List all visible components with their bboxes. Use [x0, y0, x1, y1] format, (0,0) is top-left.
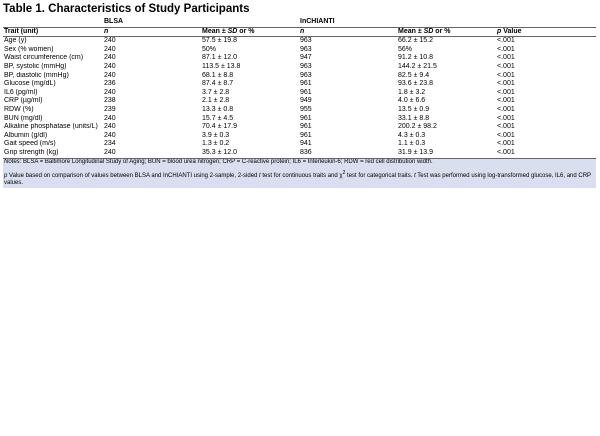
- cell-mean-inchianti: 66.2 ± 15.2: [398, 37, 433, 45]
- group-header-blank: [3, 18, 103, 27]
- notes-abbreviations: [4, 159, 596, 166]
- cell-n-blsa: 240: [104, 54, 116, 62]
- table-row: [3, 123, 596, 132]
- cell-mean-blsa: 3.9 ± 0.3: [202, 131, 230, 139]
- cell-trait: Waist circumference (cm): [4, 54, 84, 62]
- cell-trait: Gait speed (m/s): [4, 140, 56, 148]
- characteristics-table: [3, 18, 596, 188]
- cell-p-value: <.001: [497, 62, 515, 70]
- table-row: [3, 54, 596, 63]
- cell-mean-inchianti: 144.2 ± 21.5: [398, 62, 437, 70]
- notes-p-value: [4, 170, 596, 188]
- cell-p-value: <.001: [497, 54, 515, 62]
- cell-n-blsa: 240: [104, 88, 116, 96]
- notes-p-text-2: test for continuous traits and χ: [260, 172, 343, 179]
- cell-n-inchianti: 949: [300, 97, 312, 105]
- cell-trait: CRP (µg/ml): [4, 97, 43, 105]
- cell-n-blsa: 240: [104, 131, 116, 139]
- cell-trait: BUN (mg/dl): [4, 114, 43, 122]
- cell-trait: Grip strength (kg): [3, 149, 103, 158]
- notes-p-sup: 2: [342, 169, 346, 176]
- cell-mean-blsa: 13.3 ± 0.8: [202, 105, 234, 113]
- cell-p-value: <.001: [497, 131, 515, 139]
- col-header-mean-inchianti: [397, 27, 496, 37]
- cell-n-inchianti: 961: [300, 123, 312, 131]
- cell-mean-blsa: 87.1 ± 12.0: [202, 54, 237, 62]
- cell-mean-blsa: 15.7 ± 4.5: [202, 114, 234, 122]
- cell-n-blsa: 236: [104, 80, 116, 88]
- cell-n-inchianti: 963: [300, 62, 312, 70]
- table-row: [3, 115, 596, 124]
- col-header-mean-blsa: [201, 27, 299, 37]
- group-header-blank-p: [496, 18, 596, 27]
- cell-p-value: <.001: [497, 80, 515, 88]
- cell-p-value: <.001: [497, 37, 515, 45]
- group-header-blsa: BLSA: [103, 18, 299, 27]
- cell-n-inchianti: 961: [300, 131, 312, 139]
- col-header-mean-inchianti-text: Mean ± SD or %: [398, 27, 451, 35]
- cell-mean-inchianti: 13.5 ± 0.9: [398, 105, 430, 113]
- cell-n-blsa: 239: [104, 105, 116, 113]
- group-header-row: [3, 18, 596, 27]
- cell-mean-inchianti: 31.9 ± 13.9: [397, 149, 496, 158]
- cell-mean-blsa: 87.4 ± 8.7: [202, 80, 234, 88]
- cell-mean-inchianti: 93.6 ± 23.8: [398, 80, 433, 88]
- cell-p-value: <.001: [497, 140, 515, 148]
- cell-n-inchianti: 941: [300, 140, 312, 148]
- table-row: [3, 63, 596, 72]
- cell-mean-inchianti: 4.0 ± 6.6: [398, 97, 426, 105]
- cell-trait: BP, systolic (mmHg): [4, 62, 67, 70]
- table-body: [3, 37, 596, 158]
- cell-trait: Alkaline phosphatase (units/L): [4, 123, 98, 131]
- table-row: [3, 97, 596, 106]
- cell-mean-blsa: 50%: [202, 45, 217, 53]
- cell-n-blsa: 240: [104, 123, 116, 131]
- table-row: [3, 37, 596, 46]
- notes-label: Notes:: [4, 158, 22, 165]
- cell-trait: IL6 (pg/ml): [4, 88, 38, 96]
- cell-n-inchianti: 961: [300, 88, 312, 96]
- cell-n-inchianti: 963: [300, 45, 312, 53]
- cell-p-value: <.001: [497, 114, 515, 122]
- cell-mean-inchianti: 4.3 ± 0.3: [398, 131, 426, 139]
- notes-t-italic: t: [259, 172, 261, 179]
- table-row: [3, 149, 596, 158]
- table-row: [3, 80, 596, 89]
- cell-mean-inchianti: 56%: [398, 45, 413, 53]
- col-header-n-blsa: n: [103, 27, 201, 37]
- cell-p-value: <.001: [497, 88, 515, 96]
- cell-mean-blsa: 68.1 ± 8.8: [202, 71, 234, 79]
- cell-trait: Sex (% women): [4, 45, 54, 53]
- cell-mean-blsa: 1.3 ± 0.2: [202, 140, 230, 148]
- cell-trait: Albumin (g/dl): [4, 131, 48, 139]
- cell-mean-inchianti: 91.2 ± 10.8: [398, 54, 433, 62]
- cell-mean-inchianti: 1.8 ± 3.2: [398, 88, 426, 96]
- notes-p-text-1: Value based on comparison of values between BLSA and InCHIANTI using 2-sample, 2-sided: [7, 172, 260, 179]
- cell-mean-inchianti: 82.5 ± 9.4: [398, 71, 430, 79]
- notes-row: [3, 158, 596, 188]
- col-header-trait: Trait (unit): [3, 27, 103, 37]
- cell-mean-blsa: 3.7 ± 2.8: [202, 88, 230, 96]
- cell-n-blsa: 240: [104, 71, 116, 79]
- table-row: [3, 89, 596, 98]
- table-row: [3, 132, 596, 141]
- cell-n-inchianti: 961: [300, 114, 312, 122]
- cell-n-blsa: 240: [103, 149, 201, 158]
- column-header-row: [3, 27, 596, 37]
- table-row: [3, 106, 596, 115]
- cell-n-blsa: 240: [104, 37, 116, 45]
- notes-p-italic: p: [4, 172, 8, 179]
- cell-trait: Age (y): [4, 37, 27, 45]
- cell-n-blsa: 238: [104, 97, 116, 105]
- col-header-n-inchianti: n: [299, 27, 397, 37]
- cell-p-value: <.001: [497, 105, 515, 113]
- cell-mean-blsa: 57.5 ± 19.8: [202, 37, 237, 45]
- cell-trait: Glucose (mg/dL): [4, 80, 56, 88]
- cell-n-blsa: 240: [104, 45, 116, 53]
- cell-mean-inchianti: 200.2 ± 98.2: [398, 123, 437, 131]
- cell-n-inchianti: 961: [300, 80, 312, 88]
- cell-n-inchianti: 963: [300, 37, 312, 45]
- col-header-p-value: p Value: [496, 27, 596, 37]
- table-row: [3, 140, 596, 149]
- cell-mean-blsa: 113.5 ± 13.8: [202, 62, 241, 70]
- cell-n-inchianti: 963: [300, 71, 312, 79]
- cell-n-inchianti: 955: [300, 105, 312, 113]
- cell-p-value: <.001: [497, 45, 515, 53]
- notes-p-text-3: test for categorical traits.: [345, 172, 415, 179]
- cell-trait: BP, diastolic (mmHg): [4, 71, 69, 79]
- table-row: [3, 46, 596, 55]
- cell-n-inchianti: 836: [299, 149, 397, 158]
- cell-trait: RDW (%): [4, 105, 34, 113]
- notes-t2-italic: t: [414, 172, 416, 179]
- cell-mean-inchianti: 1.1 ± 0.3: [398, 140, 426, 148]
- cell-mean-blsa: 35.3 ± 12.0: [201, 149, 299, 158]
- col-header-mean-blsa-text: Mean ± SD or %: [202, 27, 255, 35]
- cell-n-inchianti: 947: [300, 54, 312, 62]
- group-header-inchianti: InCHIANTI: [299, 18, 496, 27]
- cell-mean-blsa: 2.1 ± 2.8: [202, 97, 230, 105]
- cell-n-blsa: 240: [104, 62, 116, 70]
- cell-p-value: <.001: [497, 123, 515, 131]
- notes-abbrev-text: BLSA = Baltimore Longitudinal Study of Aging; BUN = blood urea nitrogen; CRP = C-reactive protein; IL6 = Interleukin-6; RDW = red cell distribution width.: [21, 158, 433, 165]
- table-title: Table 1. Characteristics of Study Participants: [3, 3, 250, 15]
- cell-n-blsa: 234: [104, 140, 116, 148]
- cell-p-value: <.001: [497, 97, 515, 105]
- cell-n-blsa: 240: [104, 114, 116, 122]
- table-row: [3, 72, 596, 81]
- cell-mean-blsa: 70.4 ± 17.9: [202, 123, 237, 131]
- cell-mean-inchianti: 33.1 ± 8.8: [398, 114, 430, 122]
- notes-p-text-4: Test was performed using log-transformed glucose, IL6, and CRP values.: [4, 172, 591, 187]
- cell-p-value: <.001: [497, 71, 515, 79]
- cell-p-value: <.001: [496, 149, 596, 158]
- notes-cell: [3, 158, 596, 188]
